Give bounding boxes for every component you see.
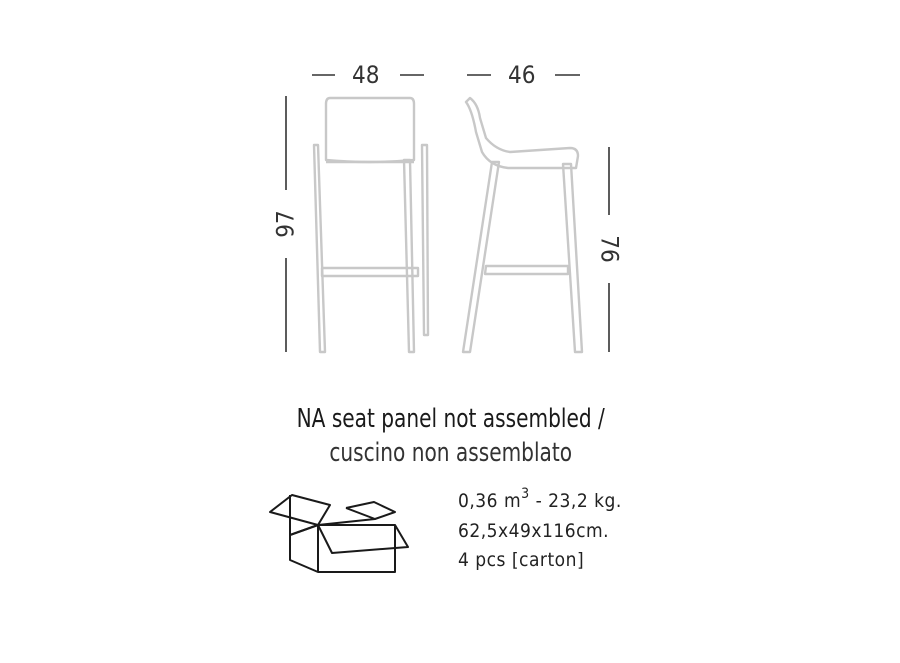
- dimension-height-seat: 76: [595, 235, 624, 263]
- dimension-width: 48: [352, 61, 380, 89]
- packaging-weight: - 23,2 kg.: [529, 490, 622, 512]
- assembly-note-italian: cuscino non assemblato: [329, 438, 573, 468]
- front-leg-right: [422, 145, 428, 335]
- dimension-lines: [286, 75, 609, 352]
- dimension-depth: 46: [508, 61, 536, 89]
- side-leg-front: [463, 162, 499, 352]
- open-carton-box-icon: [270, 495, 408, 572]
- dimension-height-total: 97: [271, 210, 300, 238]
- front-backrest: [326, 98, 414, 162]
- front-footrest: [322, 268, 418, 276]
- front-leg-inner: [404, 160, 414, 352]
- packaging-volume: 0,36 m: [458, 490, 522, 512]
- packaging-quantity: 4 pcs [carton]: [458, 549, 585, 571]
- front-leg-left: [314, 145, 325, 352]
- side-footrest: [485, 266, 568, 274]
- side-backrest-seat: [466, 98, 578, 168]
- packaging-volume-exponent: 3: [521, 486, 530, 502]
- packaging-volume-weight: [458, 486, 622, 512]
- chair-side-view: [463, 98, 582, 352]
- packaging-size: 62,5x49x116cm.: [458, 520, 610, 542]
- side-leg-back: [563, 164, 582, 352]
- chair-front-view: [314, 98, 428, 352]
- assembly-note-english: NA seat panel not assembled /: [296, 404, 605, 434]
